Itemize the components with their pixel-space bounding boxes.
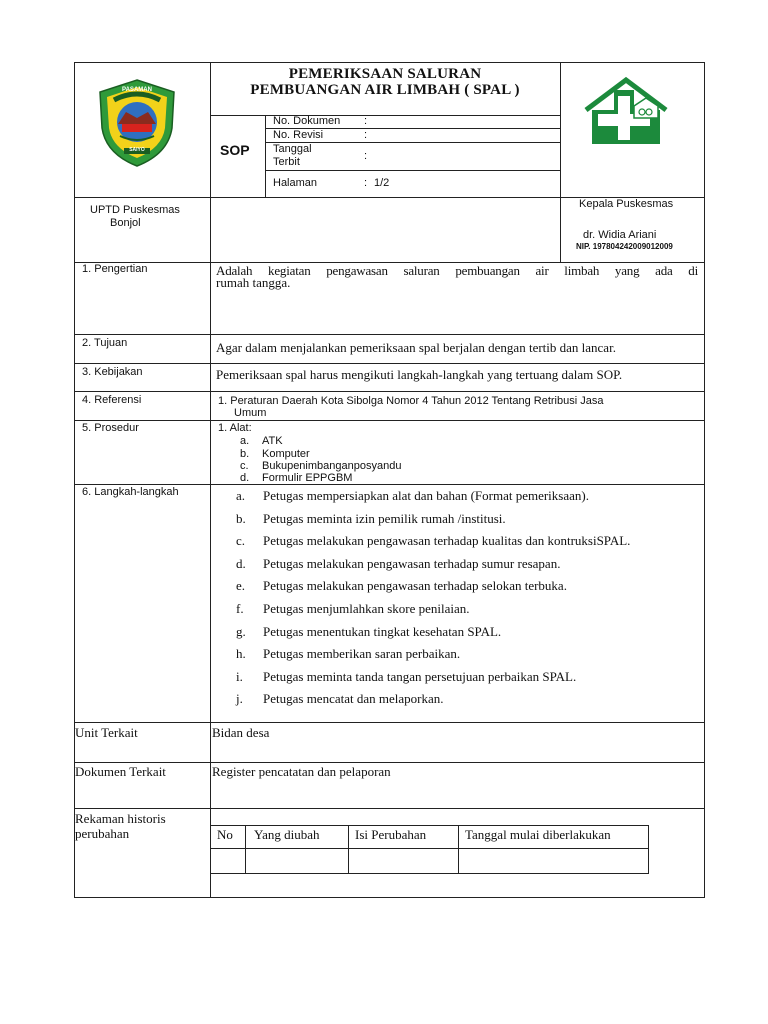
divider [648,825,649,874]
langkah-step: Petugas meminta izin pemilik rumah /institusi. [263,511,506,526]
head-title: Kepala Puskesmas [579,198,674,210]
org-name-line1: UPTD Puskesmas [90,204,180,216]
divider [210,873,649,874]
label-rekaman-line2: perubahan [75,826,130,841]
sop-label: SOP [220,142,250,158]
langkah-step: Petugas mencatat dan melaporkan. [263,691,444,706]
divider [210,848,649,849]
field-no-dokumen-label: No. Dokumen [273,115,341,127]
border-top [74,62,705,63]
divider [210,62,211,898]
prosedur-item-b: Komputer [262,448,310,460]
langkah-step-letter: a. [236,488,246,503]
regional-emblem [96,78,178,168]
field-no-dokumen-sep: : [364,115,368,127]
langkah-step: Petugas melakukan pengawasan terhadap kualitas dan kontruksiSPAL. [263,533,631,548]
divider [74,484,705,485]
document-title-line1: PEMERIKSAAN SALURAN [288,66,482,82]
divider [210,825,649,826]
field-halaman-label: Halaman [273,177,318,189]
history-col-isi-perubahan: Isi Perubahan [355,827,427,842]
prosedur-intro: 1. Alat: [218,422,252,434]
field-tanggal-label: Tanggal [273,143,312,155]
langkah-step: Petugas memberikan saran perbaikan. [263,646,461,661]
langkah-step-letter: c. [236,533,246,548]
divider [74,363,705,364]
langkah-step: Petugas meminta tanda tangan persetujuan perbaikan SPAL. [263,669,577,684]
divider [74,334,705,335]
text-tujuan: Agar dalam menjalankan pemeriksaan spal berjalan dengan tertib dan lancar. [216,340,616,355]
field-halaman-sep: : [364,177,368,189]
divider [74,722,705,723]
langkah-step-letter: g. [236,624,246,639]
head-name: dr. Widia Ariani [583,229,657,241]
text-pengertian-line1: Adalah kegiatan pengawasan saluran pembuangan air limbah yang ada di [216,263,698,278]
emblem-text-top: PASAMAN [122,87,152,93]
langkah-step-letter: f. [236,601,244,616]
field-tanggal-sep: : [364,150,368,162]
langkah-step: Petugas mempersiapkan alat dan bahan (Format pemeriksaan). [263,488,589,503]
border-bottom [74,897,705,898]
langkah-step: Petugas melakukan pengawasan terhadap sumur resapan. [263,556,561,571]
label-tujuan: 2. Tujuan [82,337,128,349]
border-right [704,62,705,898]
field-terbit-label: Terbit [273,156,300,168]
label-dokumen-terkait: Dokumen Terkait [75,764,166,779]
history-col-no: No [217,827,233,842]
field-no-revisi-sep: : [364,129,368,141]
divider [210,115,560,116]
langkah-step: Petugas melakukan pengawasan terhadap selokan terbuka. [263,578,567,593]
langkah-step-letter: h. [236,646,246,661]
history-col-yang-diubah: Yang diubah [254,827,320,842]
prosedur-item-a-letter: a. [240,435,250,447]
divider [458,825,459,874]
langkah-step-letter: e. [236,578,246,593]
health-cross-logo [582,76,670,146]
divider [245,825,246,874]
document-title-line2: PEMBUANGAN AIR LIMBAH ( SPAL ) [250,82,520,98]
langkah-step: Petugas menentukan tingkat kesehatan SPAL. [263,624,502,639]
head-nip: NIP. 197804242009012009 [576,242,673,251]
prosedur-item-c: Bukupenimbanganposyandu [262,460,402,472]
label-unit-terkait: Unit Terkait [75,725,138,740]
divider [74,808,705,809]
label-rekaman-line1: Rekaman historis [75,811,166,826]
text-referensi-line2: Umum [234,407,267,419]
divider [74,762,705,763]
prosedur-item-d-letter: d. [240,472,250,484]
text-pengertian-line2: rumah tangga. [216,275,291,290]
prosedur-item-d: Formulir EPPGBM [262,472,353,484]
langkah-step-letter: j. [236,691,243,706]
prosedur-item-c-letter: c. [240,460,249,472]
langkah-step: Petugas menjumlahkan skore penilaian. [263,601,470,616]
label-kebijakan: 3. Kebijakan [82,366,143,378]
divider [348,825,349,874]
label-pengertian: 1. Pengertian [82,263,148,275]
langkah-step-letter: i. [236,669,243,684]
langkah-step-letter: d. [236,556,246,571]
history-col-tanggal: Tanggal mulai diberlakukan [465,827,611,842]
label-prosedur: 5. Prosedur [82,422,139,434]
text-kebijakan: Pemeriksaan spal harus mengikuti langkah-langkah yang tertuang dalam SOP. [216,367,623,382]
field-halaman-value: 1/2 [374,177,390,189]
divider [74,420,705,421]
field-no-revisi-label: No. Revisi [273,129,324,141]
divider [560,62,561,262]
divider [74,391,705,392]
emblem-text-bottom: SAIYO [129,147,145,153]
text-unit-terkait: Bidan desa [212,725,270,740]
text-dokumen-terkait: Register pencatatan dan pelaporan [212,764,391,779]
text-referensi-line1: 1. Peraturan Daerah Kota Sibolga Nomor 4 Tahun 2012 Tentang Retribusi Jasa [218,395,604,407]
org-name-line2: Bonjol [110,217,141,229]
langkah-step-letter: b. [236,511,246,526]
divider [265,170,560,171]
prosedur-item-a: ATK [262,435,283,447]
label-referensi: 4. Referensi [82,394,142,406]
label-langkah: 6. Langkah-langkah [82,486,179,498]
prosedur-item-b-letter: b. [240,448,250,460]
